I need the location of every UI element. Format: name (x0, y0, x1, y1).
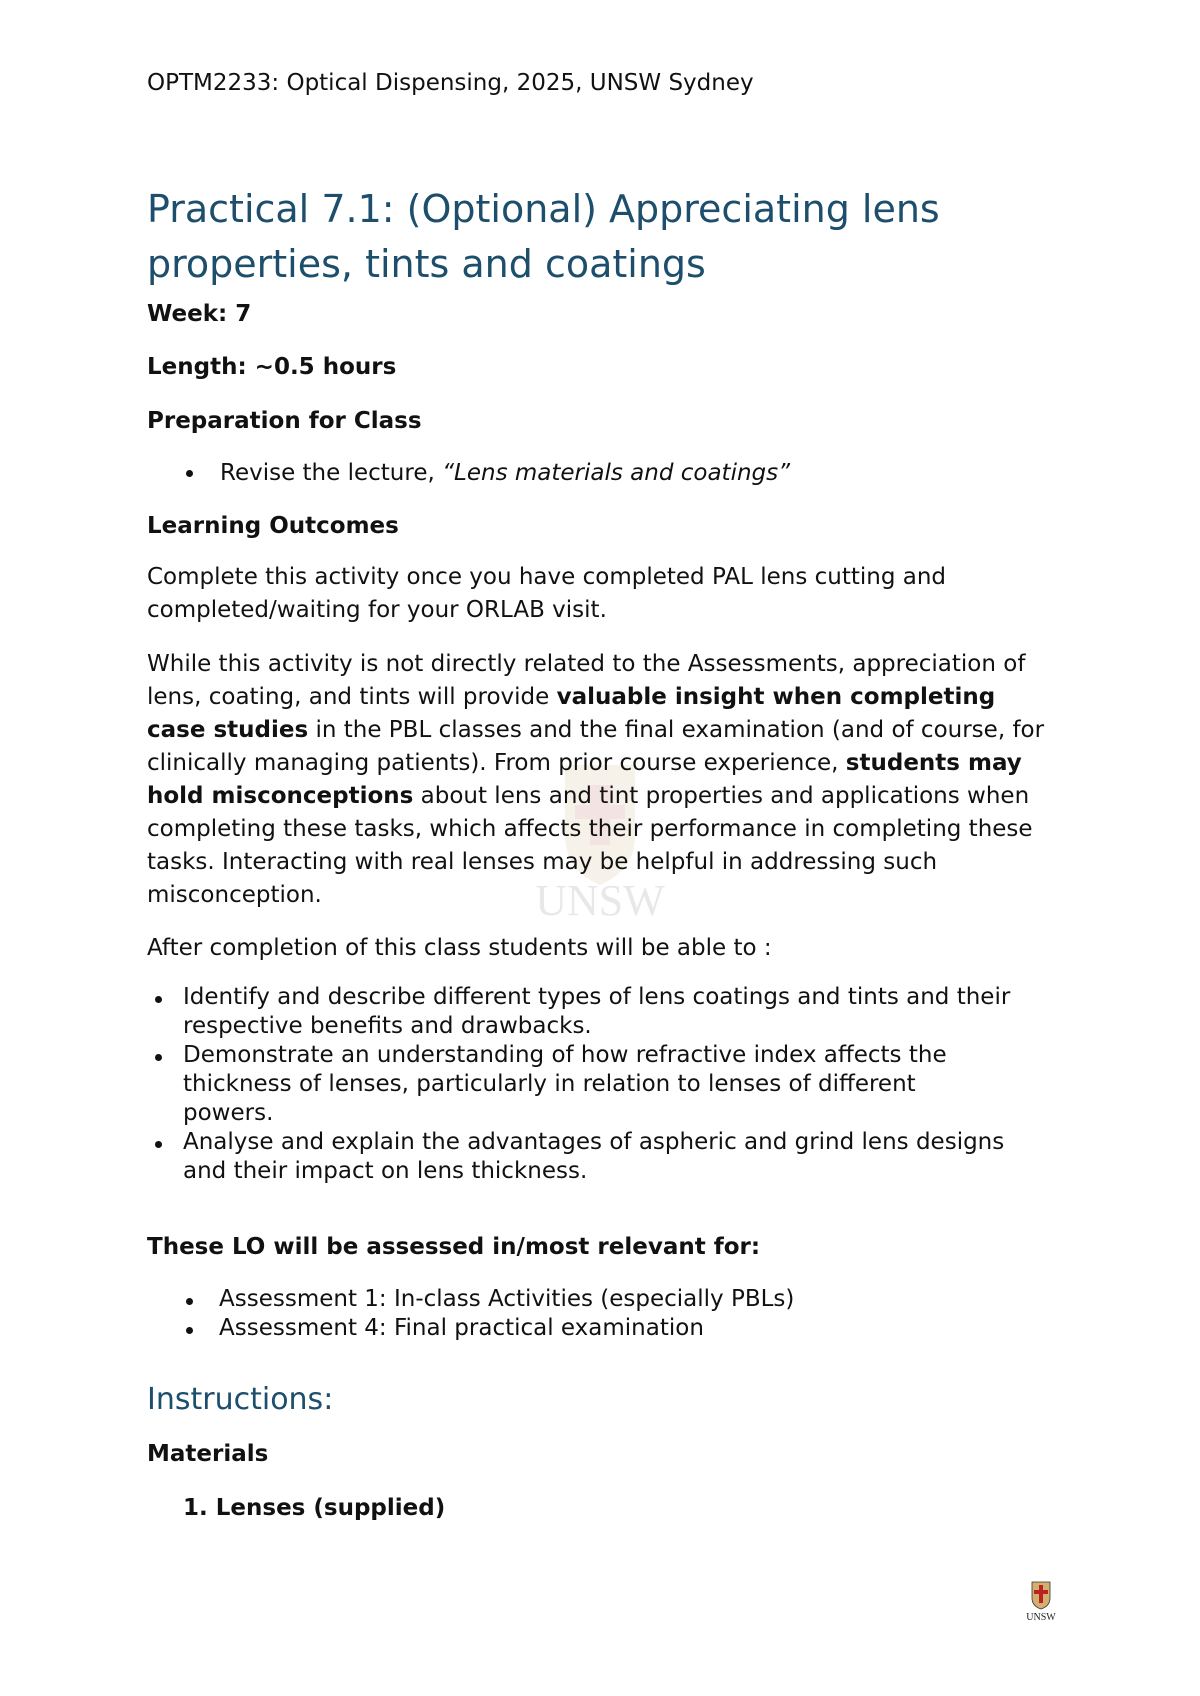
outcome-line: and their impact on lens thickness. (183, 1158, 588, 1184)
bullet-icon (186, 1327, 193, 1334)
preparation-item (220, 457, 1140, 490)
week-label: Week: 7 (147, 301, 252, 327)
paragraph-text: in the PBL classes and the final examination (and of course, for clinically managing patients). From prior course experience, (147, 717, 1045, 776)
outcome-line: powers. (183, 1100, 274, 1126)
lecture-title: “Lens materials and coatings” (442, 460, 791, 486)
instructions-heading: Instructions: (147, 1382, 334, 1417)
bullet-icon (155, 1141, 162, 1148)
assessed-heading: These LO will be assessed in/most relevant for: (147, 1234, 761, 1260)
title-line-2: properties, tints and coatings (147, 242, 706, 286)
outcome-item (183, 983, 1010, 1041)
outcome-line: thickness of lenses, particularly in relation to lenses of different (183, 1071, 916, 1097)
length-label: Length: ~0.5 hours (147, 354, 397, 380)
assessed-item: Assessment 4: Final practical examination (219, 1315, 704, 1341)
learning-outcomes-heading: Learning Outcomes (147, 513, 399, 539)
bullet-icon (155, 1054, 162, 1061)
paragraph-text: about lens and tint properties and applications when completing these tasks, which affects their performance in completing these tasks. Interacting with real lenses may be helpful in addressing such misconception. (147, 783, 1033, 908)
outcome-line: Demonstrate an understanding of how refractive index affects the (183, 1042, 947, 1068)
outcome-item (183, 1128, 1004, 1186)
page-header: OPTM2233: Optical Dispensing, 2025, UNSW Sydney (147, 70, 754, 96)
emphasis-text: valuable insight when completing case studies (147, 684, 996, 743)
outcome-line: Identify and describe different types of lens coatings and tints and their (183, 984, 1011, 1010)
materials-item: 1. Lenses (supplied) (183, 1495, 446, 1521)
outcome-line: Analyse and explain the advantages of aspheric and grind lens designs (183, 1129, 1005, 1155)
svg-text:UNSW: UNSW (535, 876, 665, 925)
title-line-1: Practical 7.1: (Optional) Appreciating lens (147, 187, 940, 231)
outcome-line: respective benefits and drawbacks. (183, 1013, 592, 1039)
bullet-icon (186, 1298, 193, 1305)
assessed-item: Assessment 1: In-class Activities (especially PBLs) (219, 1286, 795, 1312)
bullet-icon (155, 996, 162, 1003)
preparation-heading: Preparation for Class (147, 408, 422, 434)
materials-heading: Materials (147, 1441, 269, 1467)
unsw-logo-icon (1020, 1580, 1062, 1624)
outcomes-intro: After completion of this class students will be able to : (147, 935, 772, 961)
svg-text:UNSW: UNSW (1026, 1612, 1056, 1623)
paragraph-intro: Complete this activity once you have completed PAL lens cutting and completed/waiting for your ORLAB visit. (147, 564, 947, 623)
preparation-item-text: Revise the lecture, (220, 460, 443, 486)
bullet-icon (186, 470, 193, 477)
outcome-item (183, 1041, 947, 1128)
paragraph-text: While this activity is not directly related to the Assessments, appreciation of lens, coating, and tints will provide (147, 651, 1026, 710)
page-title (147, 182, 1097, 292)
paragraph-context (147, 648, 1057, 912)
emphasis-text: students may hold misconceptions (147, 750, 1022, 809)
